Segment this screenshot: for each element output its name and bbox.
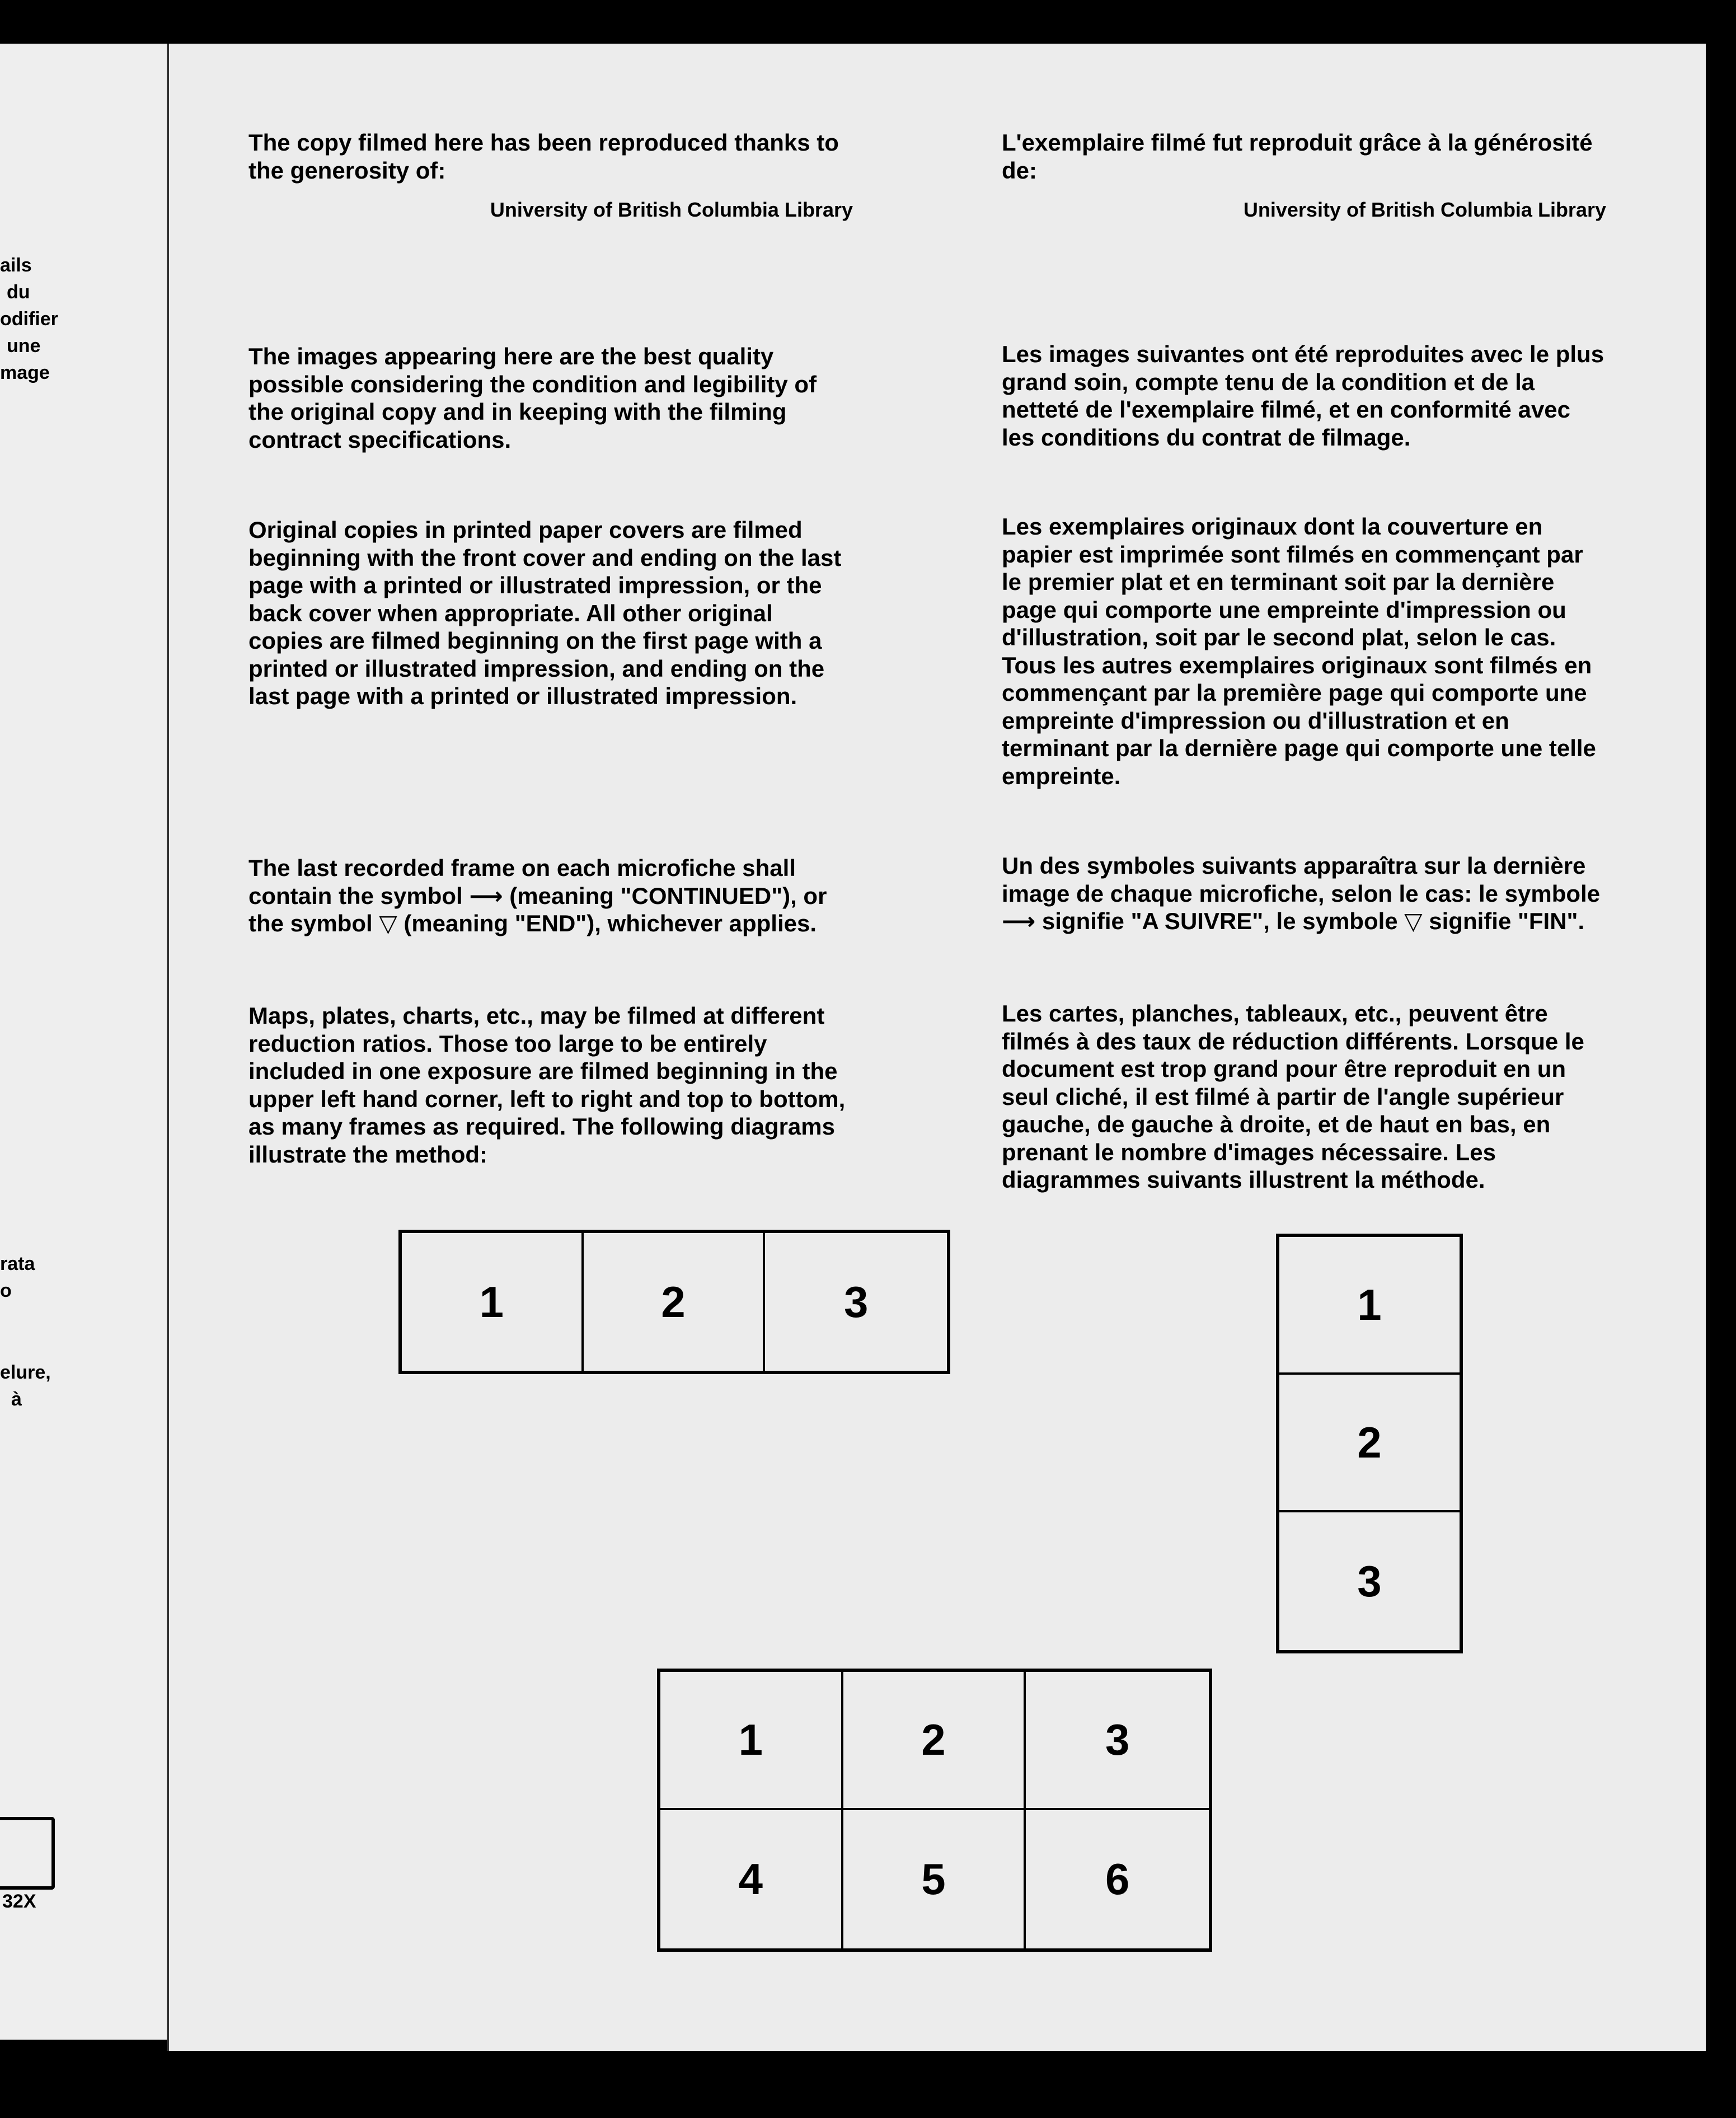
diagram-vertical <box>1276 1234 1463 1653</box>
frame-cell: 3 <box>843 1277 869 1327</box>
frame-cell: 2 <box>843 1672 1026 1810</box>
left-fragment-text: du <box>7 282 30 303</box>
frame-cell: 6 <box>1105 1854 1130 1904</box>
english-credit-intro: The copy filmed here has been reproduced thanks to the generosity of: <box>248 129 839 184</box>
reduction-label: 32X <box>2 1891 36 1912</box>
left-fragment-text: odifier <box>0 308 58 330</box>
frame-cell: 2 <box>584 1233 766 1371</box>
diagram-horizontal <box>398 1230 950 1374</box>
left-fragment-text: une <box>7 335 41 357</box>
frame-cell: 1 <box>402 1233 584 1371</box>
french-symbols-paragraph: Un des symboles suivants apparaîtra sur la dernière image de chaque microfiche, selon le cas: le symbole ⟶ signifie "A SUIVRE", le symbole ▽ signifie "FIN". <box>1002 852 1601 934</box>
french-covers-paragraph: Les exemplaires originaux dont la couverture en papier est imprimée sont filmés en commençant par le premier plat et en terminant soit par la dernière page qui comporte une empreinte d'impression ou d'illustration, soit par le second plat, selon le cas. Tous les autres exemplaires originaux sont filmés en commençant par la première page qui comporte une empreinte d'impression ou d'illustration et en terminant par la dernière page qui comporte une telle empreinte. <box>1002 513 1596 789</box>
english-institution: University of British Columbia Library <box>490 198 853 221</box>
frame-cell: 1 <box>660 1672 843 1810</box>
frame-cell: 1 <box>1279 1237 1460 1375</box>
frame-cell: 3 <box>1026 1672 1209 1810</box>
main-page <box>167 44 1706 2051</box>
left-fragment-text: o <box>0 1280 12 1301</box>
frame-cell: 5 <box>843 1810 1026 1948</box>
french-institution: University of British Columbia Library <box>1243 198 1606 221</box>
left-fragment-text: ails <box>0 255 32 276</box>
english-maps-paragraph: Maps, plates, charts, etc., may be filmed at different reduction ratios. Those too large to be entirely included in one exposure are filmed beginning in the upper left hand corner, left to right and top to bottom, as many frames as required. The following diagrams illustrate the method: <box>248 1002 846 1168</box>
frame-cell: 4 <box>660 1810 843 1948</box>
reduction-box <box>0 1817 55 1890</box>
left-page-fragment <box>0 44 177 2040</box>
english-symbols-paragraph: The last recorded frame on each microfiche shall contain the symbol ⟶ (meaning "CONTINUED"), or the symbol ▽ (meaning "END"), whichever applies. <box>248 855 827 936</box>
diagram-grid <box>657 1669 1212 1952</box>
left-fragment-text: rata <box>0 1253 35 1274</box>
french-quality-paragraph: Les images suivantes ont été reproduites avec le plus grand soin, compte tenu de la condition et de la netteté de l'exemplaire filmé, et en conformité avec les conditions du contrat de filmage. <box>1002 341 1604 451</box>
left-fragment-text: à <box>11 1389 22 1410</box>
frame-cell: 2 <box>1279 1375 1460 1512</box>
french-maps-paragraph: Les cartes, planches, tableaux, etc., peuvent être filmés à des taux de réduction différents. Lorsque le document est trop grand pour être reproduit en un seul cliché, il est filmé à partir de l'angle supérieur gauche, de gauche à droite, et de haut en bas, en prenant le nombre d'images nécessaire. Les diagrammes suivants illustrent la méthode. <box>1002 1000 1584 1193</box>
frame-cell: 3 <box>1357 1556 1382 1606</box>
english-quality-paragraph: The images appearing here are the best quality possible considering the condition and legibility of the original copy and in keeping with the filming contract specifications. <box>248 343 817 453</box>
left-fragment-text: mage <box>0 362 50 383</box>
english-covers-paragraph: Original copies in printed paper covers are filmed beginning with the front cover and ending on the last page with a printed or illustrated impression, or the back cover when appropriate. All other original copies are filmed beginning on the first page with a printed or illustrated impression, and ending on the last page with a printed or illustrated impression. <box>248 517 842 709</box>
left-fragment-text: elure, <box>0 1362 51 1383</box>
french-credit-intro: L'exemplaire filmé fut reproduit grâce à la générosité de: <box>1002 129 1593 184</box>
